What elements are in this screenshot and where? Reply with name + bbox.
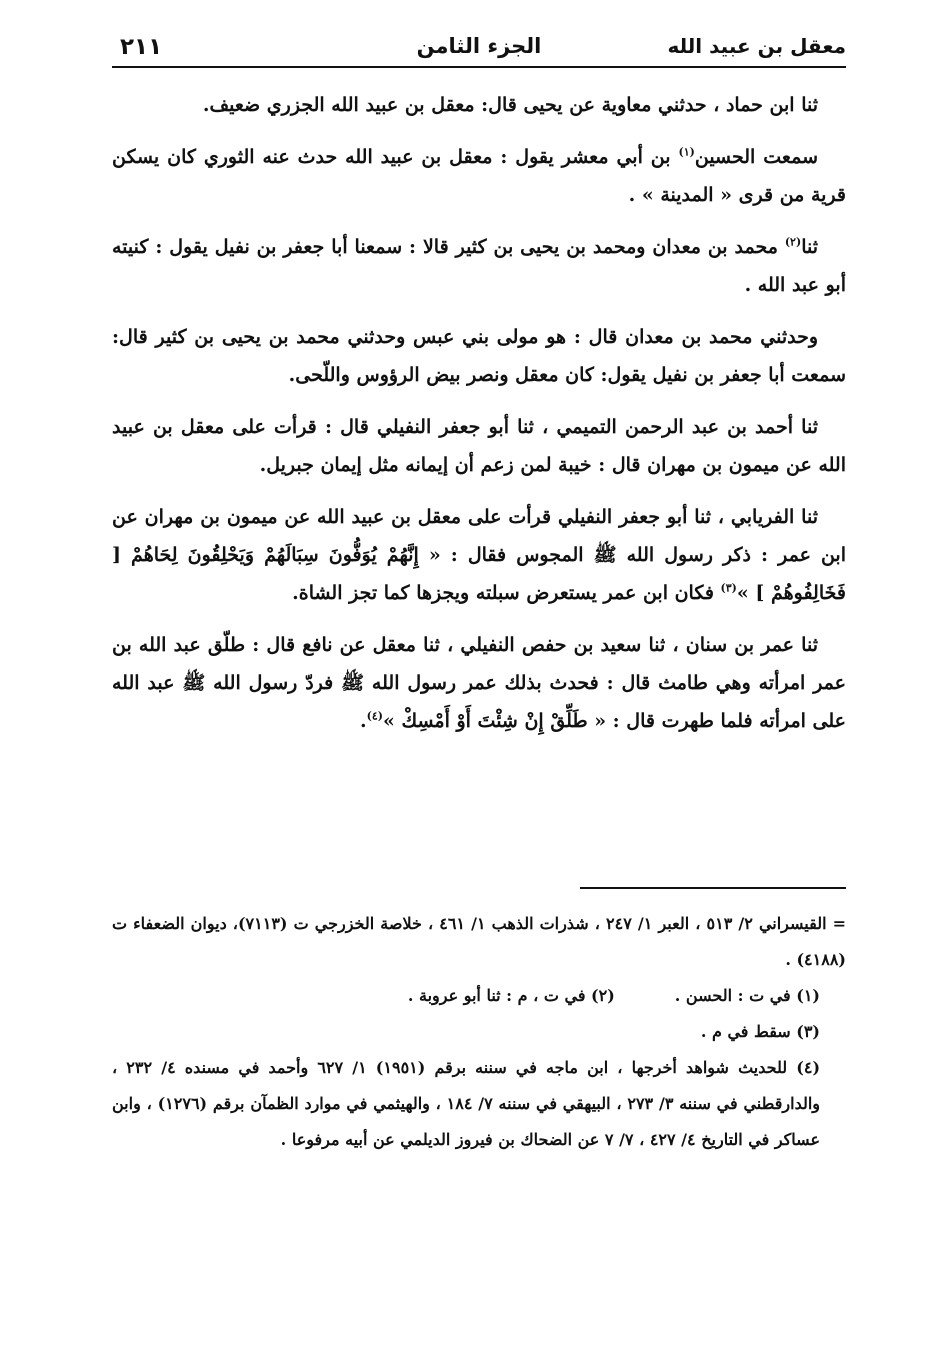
footnotes bbox=[112, 906, 846, 1158]
p7-text-b: . bbox=[359, 710, 367, 732]
p5-text: ثنا أحمد بن عبد الرحمن التميمي ، ثنا أبو جعفر النفيلي قال : قرأت على معقل بن عبيد الله عن ميمون بن مهران قال : خيبة لمن زعم أن إيمانه مثل إيمان جبريل. bbox=[112, 416, 846, 476]
p3-text-a: ثنا bbox=[801, 236, 818, 258]
p6-text-a: ثنا الفريابي ، ثنا أبو جعفر النفيلي قرأت على معقل بن عبيد الله عن ميمون بن مهران عن ابن عمر : ذكر رسول الله ﷺ المجوس فقال : « إِنَّهُمْ يُوَفُّونَ سِبَالَهُمْ وَيَحْلِقُونَ لِحَاهُمْ [ فَخَالِفُوهُمْ ] » bbox=[112, 506, 846, 604]
footnote-continuation: = القيسراني ٢/ ٥١٣ ، العبر ١/ ٢٤٧ ، شذرات الذهب ١/ ٤٦١ ، خلاصة الخزرجي ت (٧١١٣)، ديوان الضعفاء ت (٤١٨٨) . bbox=[112, 914, 847, 969]
p3-text-b: محمد بن معدان ومحمد بن يحيى بن كثير قالا : سمعنا أبا جعفر بن نفيل يقول : كنيته أبو عبد الله . bbox=[112, 236, 846, 296]
paragraph-5 bbox=[112, 408, 846, 484]
footnote-ref-1: (١) bbox=[678, 145, 695, 159]
p7-text-a: ثنا عمر بن سنان ، ثنا سعيد بن حفص النفيلي ، ثنا معقل عن نافع قال : طلّق عبد الله بن عمر امرأته وهي طامث قال : فحدث بذلك عمر رسول الله ﷺ فردّ رسول الله ﷺ عبد الله على امرأته فلما طهرت قال : « طَلِّقْ إِنْ شِئْتَ أَوْ أَمْسِكْ » bbox=[112, 634, 846, 732]
footnote-1: (١) في ت : الحسن . bbox=[674, 986, 820, 1005]
footnote-4: (٤) للحديث شواهد أخرجها ، ابن ماجه في سننه برقم (١٩٥١) ١/ ٦٢٧ وأحمد في مسنده ٤/ ٢٣٢ ، والدارقطني في سننه ٣/ ٢٧٣ ، البيهقي في سننه ٧/ ١٨٤ ، والهيثمي في موارد الظمآن برقم (١٢٧٦) ، وابن عساكر في التاريخ ٤/ ٤٢٧ ، ٧/ ٧ عن الضحاك بن فيروز الديلمي عن أبيه مرفوعا . bbox=[112, 1058, 821, 1149]
paragraph-1 bbox=[112, 86, 846, 124]
p6-text-b: فكان ابن عمر يستعرض سبلته ويجزها كما تجز الشاة. bbox=[292, 582, 721, 604]
running-title: معقل بن عبيد الله bbox=[667, 34, 846, 58]
footnote-ref-2: (٢) bbox=[784, 235, 802, 249]
footnote-separator bbox=[580, 887, 846, 889]
paragraph-7 bbox=[112, 626, 846, 740]
paragraph-4 bbox=[112, 318, 846, 394]
paragraph-2 bbox=[112, 138, 846, 214]
p1-text: ثنا ابن حماد ، حدثني معاوية عن يحيى قال: معقل بن عبيد الله الجزري ضعيف. bbox=[202, 94, 818, 116]
paragraph-3 bbox=[112, 228, 846, 304]
p4-text: وحدثني محمد بن معدان قال : هو مولى بني عبس وحدثني محمد بن يحيى بن كثير قال: سمعت أبا جعفر بن نفيل يقول: كان معقل ونصر بيض الرؤوس واللّحى. bbox=[112, 326, 846, 386]
footnote-ref-4: (٤) bbox=[366, 709, 383, 723]
footnote-ref-3: (٣) bbox=[720, 581, 737, 595]
volume-title: الجزء الثامن bbox=[416, 34, 542, 58]
footnote-row-1-2 bbox=[112, 978, 846, 1014]
footnote-3: (٣) سقط في م . bbox=[700, 1022, 820, 1041]
main-text bbox=[112, 86, 846, 754]
page-header bbox=[112, 30, 846, 64]
p2-text-b: بن أبي معشر يقول : معقل بن عبيد الله حدث عنه الثوري كان يسكن قرية من قرى « المدينة » . bbox=[112, 146, 846, 206]
p2-text-a: سمعت الحسين bbox=[694, 146, 819, 168]
header-rule bbox=[112, 66, 846, 68]
paragraph-6 bbox=[112, 498, 846, 612]
footnote-2: (٢) في ت ، م : ثنا أبو عروبة . bbox=[407, 986, 615, 1005]
page-number: ٢١١ bbox=[120, 34, 163, 60]
